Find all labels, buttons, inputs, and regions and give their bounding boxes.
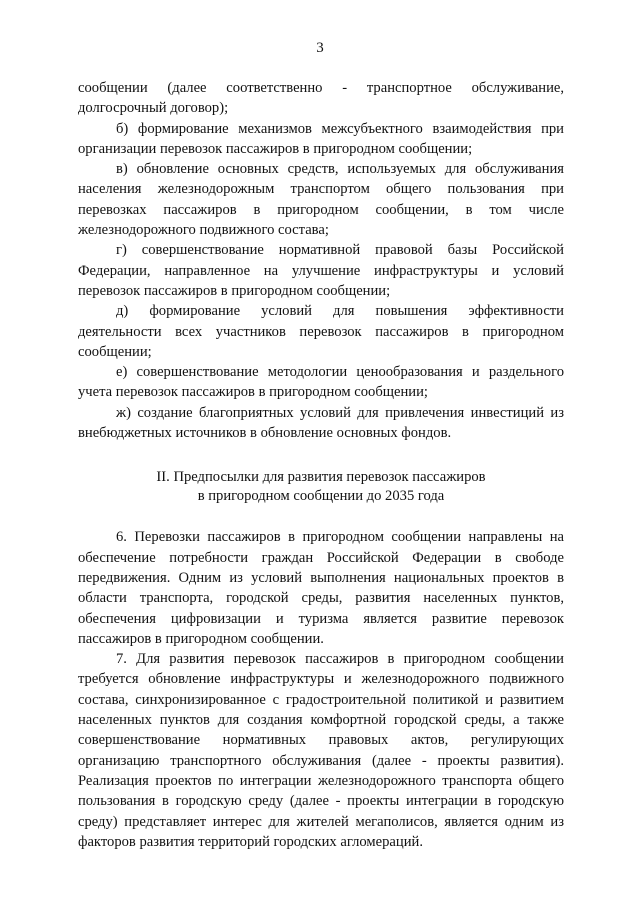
paragraph-continued: сообщении (далее соответственно - транспортное обслуживание, долгосрочный договор);	[78, 80, 564, 117]
page-number: 3	[316, 40, 324, 56]
list-item-zh: ж) создание благоприятных условий для привлечения инвестиций из внебюджетных источников в обновление основных фондов.	[78, 404, 564, 442]
section-title	[78, 468, 564, 506]
list-item-d: д) формирование условий для повышения эффективности деятельности всех участников перевозок пассажиров в пригородном сообщении;	[78, 303, 564, 360]
list-item-e: е) совершенствование методологии ценообразования и раздельного учета перевозок пассажиров в пригородном сообщении;	[78, 364, 564, 401]
section-title-line2: в пригородном сообщении до 2035 года	[197, 488, 445, 505]
section-title-line1: II. Предпосылки для развития перевозок пассажиров	[156, 469, 486, 486]
paragraph-7: 7. Для развития перевозок пассажиров в пригородном сообщении требуется обновление инфраструктуры и железнодорожного подвижного состава, синхронизированное с градостроительной политикой и развитием населенных пунктов для создания комфортной городской среды, а также совершенствование нормативных правовых актов, регулирующих организацию транспортного обслуживания (далее - проекты развития). Реализация проектов по интеграции железнодорожного транспорта общего пользования в городскую среду (далее - проекты интеграции в городскую среду) представляет интерес для жителей мегаполисов, является одним из факторов развития территорий городских агломераций.	[78, 651, 564, 850]
list-item-v: в) обновление основных средств, используемых для обслуживания населения железнодорожным транспортом общего пользования при перевозках пассажиров в пригородном сообщении, в том числе железнодорожного подвижного состава;	[78, 161, 564, 239]
document-body	[78, 78, 564, 852]
list-item-b: б) формирование механизмов межсубъектного взаимодействия при организации перевозок пассажиров в пригородном сообщении;	[78, 120, 564, 157]
paragraph-6: 6. Перевозки пассажиров в пригородном сообщении направлены на обеспечение потребности граждан Российской Федерации в свободе передвижения. Одним из условий выполнения национальных проектов в области транспорта, городской среды, развития населенных пунктов, обеспечения цифровизации и туризма является развитие перевозок пассажиров в пригородном сообщении.	[78, 529, 564, 647]
list-item-g: г) совершенствование нормативной правовой базы Российской Федерации, направленное на улучшение инфраструктуры и условий перевозок пассажиров в пригородном сообщении;	[78, 242, 564, 299]
